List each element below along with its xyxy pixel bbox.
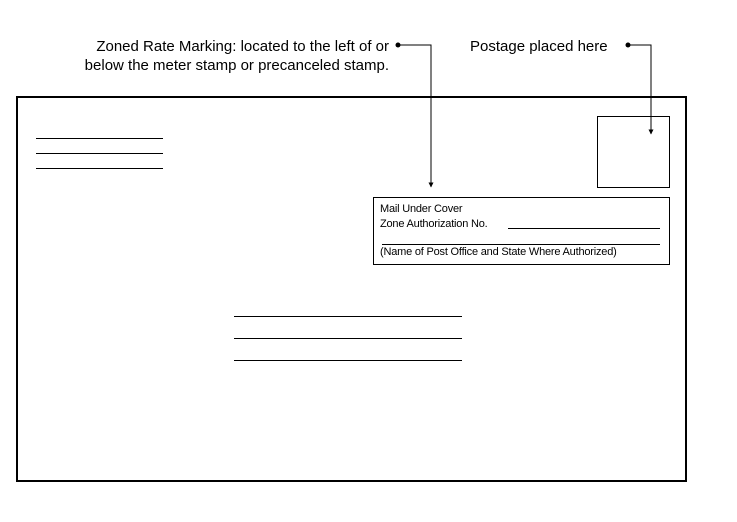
mail-under-cover-text: Mail Under Cover [380,203,463,215]
delivery-address-line-2 [234,338,462,339]
zoned-rate-marking-box [373,197,670,265]
return-address-line-1 [36,138,163,139]
envelope [16,96,687,482]
delivery-address-line-3 [234,360,462,361]
post-office-fill-line [382,244,660,245]
zoned-rate-marking-text-line1: Zoned Rate Marking: located to the left of or [96,38,389,55]
zone-authorization-label: Zone Authorization No. [380,218,488,230]
zoned-rate-marking-text-line2: below the meter stamp or precanceled stamp. [84,57,389,74]
post-office-caption: (Name of Post Office and State Where Authorized) [380,246,617,258]
postage-callout: Postage placed here [470,38,608,55]
postage-box [597,116,670,188]
delivery-address-line-1 [234,316,462,317]
return-address-line-3 [36,168,163,169]
zone-authorization-fill-line [508,228,660,229]
return-address-line-2 [36,153,163,154]
